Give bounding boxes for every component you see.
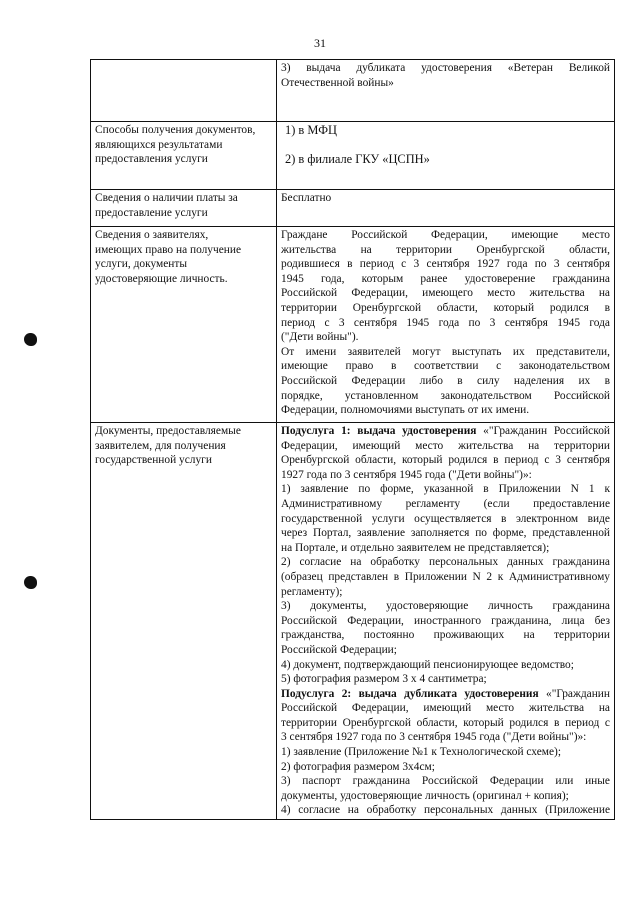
text-line: Административному регламенту (если предоставление <box>281 497 610 510</box>
text-line: территории Оренбургской области, который родился в период с <box>281 716 610 729</box>
subservice-2-body <box>281 701 610 818</box>
text-line: Сведения о наличии платы за <box>95 192 238 204</box>
subservice-1-body <box>281 439 610 687</box>
text-line: имеющих право на получение <box>95 243 242 256</box>
text-line: Российской Федерации, имеющий место жительства на <box>281 702 610 715</box>
text-line: 3) выдача дубликата удостоверения «Ветеран Великой <box>281 62 610 74</box>
text-line: 5) фотография размером 3 х 4 сантиметра; <box>281 673 487 686</box>
text-line: имеющие право в соответствии с законодательством <box>281 360 610 373</box>
punch-hole-mark-bottom <box>24 576 37 589</box>
text-line: 2) согласие на обработку персональных данных гражданина <box>281 556 610 569</box>
text-line: предоставление услуги <box>95 206 208 219</box>
text-line: заявителем, для получения <box>95 439 226 452</box>
text-line: 3) документы, удостоверяющие личность гражданина <box>281 600 610 613</box>
text-line: ("Дети войны"). <box>281 331 359 344</box>
row-content <box>277 122 615 190</box>
text-line: Российской Федерации либо в силу наделения их в <box>281 374 610 387</box>
row-content: Бесплатно <box>277 190 615 227</box>
text-line: удостоверяющие личность. <box>95 272 228 285</box>
receipt-option: 1) в МФЦ <box>285 123 337 137</box>
service-table <box>90 59 615 820</box>
text-line: Отечественной войны» <box>281 76 394 89</box>
text-line: через Портал, заявление заполняется по форме, представленной <box>281 527 610 540</box>
text-line: являющихся результатами <box>95 138 223 151</box>
receipt-option: 2) в филиале ГКУ «ЦСПН» <box>285 151 430 166</box>
text-line: Российской Федерации, иностранного гражданина, лица без <box>281 614 610 627</box>
text-line: родившиеся в период с 3 сентября 1927 года по 3 сентября <box>281 258 610 271</box>
text-line: на Портале, и отдельно заявителем не представляется); <box>281 541 550 554</box>
text-line: 1) заявление по форме, указанной в Приложении N 1 к <box>281 483 610 496</box>
text-line: жительства на территории Оренбургской области, <box>281 243 610 256</box>
row-label <box>91 423 277 820</box>
text-line: Граждане Российской Федерации, имеющие место <box>281 229 610 241</box>
table-row <box>91 122 615 190</box>
text-line: документы, удостоверяющие личность (оригинал + копия); <box>281 789 569 802</box>
text-line: порядке, установленном законодательством Российской <box>281 389 610 402</box>
page-number: 31 <box>314 36 326 50</box>
subservice-2-text: «"Гражданин <box>538 687 610 700</box>
row-content <box>277 227 615 423</box>
row-label <box>91 227 277 423</box>
text-line: 4) согласие на обработку персональных данных (Приложение <box>281 804 610 817</box>
text-line: предоставления услуги <box>95 153 208 166</box>
text-line: территории Оренбургской области, который родился в <box>281 301 610 314</box>
text-line: 2) фотография размером 3х4см; <box>281 760 435 773</box>
text-line: Документы, предоставляемые <box>95 425 241 437</box>
text-line: 1945 года, которым ранее удостоверение гражданина <box>281 272 610 285</box>
table-row <box>91 190 615 227</box>
text-line: период с 3 сентября 1945 года по 3 сентября 1945 года <box>281 316 610 329</box>
text-line: государственной услуги <box>95 454 212 467</box>
text-line: Федерации, имеющий место жительства на территории <box>281 439 610 452</box>
text-line: государственной услуги осуществляется в электронном виде <box>281 512 610 525</box>
row-label <box>91 60 277 122</box>
text-line: 1927 года по 3 сентября 1945 года ("Дети войны")»: <box>281 468 532 481</box>
text-line: гражданства, постоянно проживающих на территории <box>281 629 610 642</box>
text-line: регламенту); <box>281 585 343 598</box>
text-line: 4) документ, подтверждающий пенсионирующее ведомство; <box>281 658 574 671</box>
subservice-1-heading: Подуслуга 1: выдача удостоверения <box>281 425 477 437</box>
text-line: (образец представлен в Приложении N 2 к Административному <box>281 570 610 583</box>
subservice-2-heading: Подуслуга 2: выдача дубликата удостоверения <box>281 687 539 700</box>
row-label <box>91 190 277 227</box>
text-line: 3) паспорт гражданина Российской Федерации или иные <box>281 775 610 788</box>
text-line: От имени заявителей могут выступать их представители, <box>281 345 610 358</box>
text-line: 3 сентября 1927 года по 3 сентября 1945 года ("Дети войны")»: <box>281 731 587 744</box>
subservice-1-text: «"Гражданин Российской <box>476 425 610 437</box>
text-line: Способы получения документов, <box>95 124 256 136</box>
table-row <box>91 60 615 122</box>
row-label <box>91 122 277 190</box>
text-line: услуги, документы <box>95 258 187 271</box>
text-line: Российской Федерации; <box>281 643 397 656</box>
row-content <box>277 60 615 122</box>
text-line: Оренбургской области, который родился в период с 3 сентября <box>281 454 610 467</box>
row-content <box>277 423 615 820</box>
text-line: Сведения о заявителях, <box>95 229 209 241</box>
text-line: 1) заявление (Приложение №1 к Технологической схеме); <box>281 746 561 759</box>
text-line: Федерации, полномочиями выступать от их имени. <box>281 404 530 417</box>
text-line: Российской Федерации, имеющего место жительства на <box>281 287 610 300</box>
punch-hole-mark-top <box>24 333 37 346</box>
table-row <box>91 423 615 820</box>
table-row <box>91 227 615 423</box>
